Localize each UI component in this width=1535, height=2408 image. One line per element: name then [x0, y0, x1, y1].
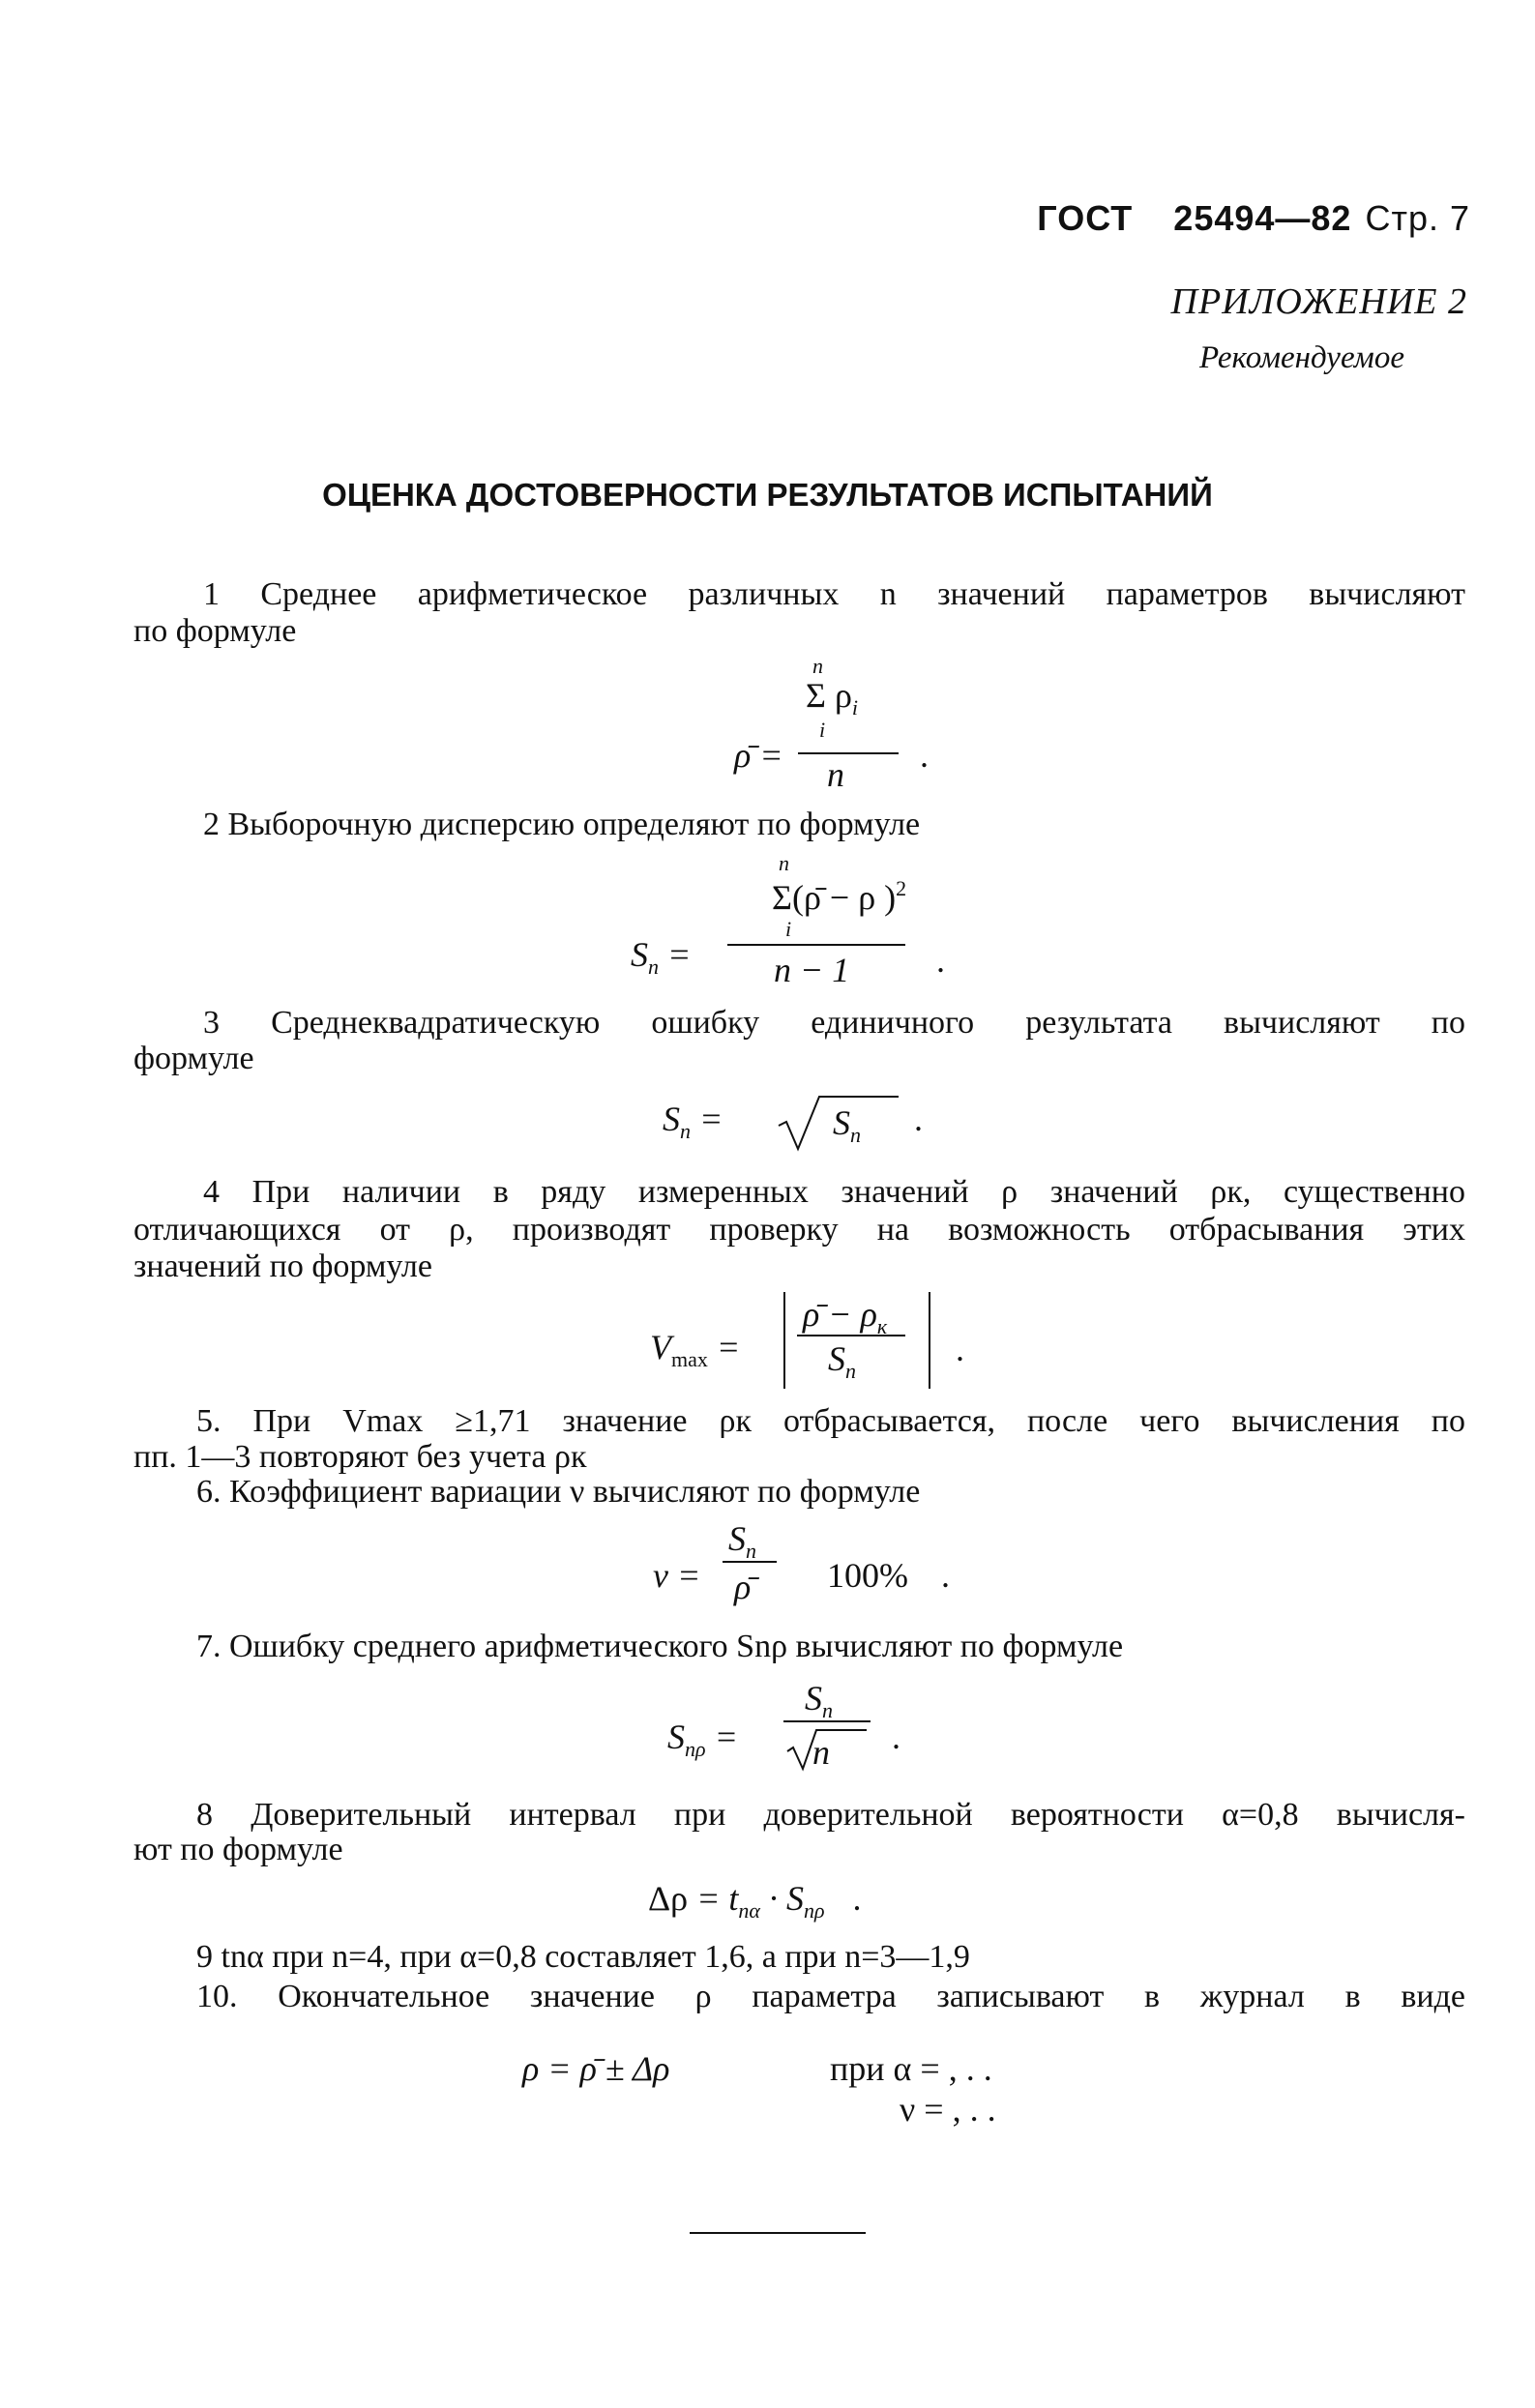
- appendix-title: ПРИЛОЖЕНИЕ 2: [1170, 281, 1467, 322]
- item-3-line-2: формуле: [133, 1041, 254, 1076]
- item-10: 10. Окончательное значение ρ параметра записывают в журнал в виде: [196, 1979, 1465, 2014]
- item-2: 2 Выборочную дисперсию определяют по формуле: [203, 807, 921, 842]
- item-3-line-1: 3 Среднеквадратическую ошибку единичного результата вычисляют по: [203, 1005, 1465, 1041]
- item-9: 9 tnα при n=4, при α=0,8 составляет 1,6, а при n=3—1,9: [196, 1939, 970, 1975]
- item-5-line-1: 5. При Vmax ≥1,71 значение ρк отбрасывается, после чего вычисления по: [196, 1403, 1465, 1439]
- item-8-line-1: 8 Доверительный интервал при доверительной вероятности α=0,8 вычисля-: [196, 1797, 1465, 1833]
- formula-4: $V_{max}$ = ρ̄ − $\rho_к$ $S_n$ .: [648, 1286, 987, 1402]
- appendix-status: Рекомендуемое: [1198, 340, 1404, 375]
- page-number: Стр. 7: [1365, 198, 1470, 238]
- item-4-line-1: 4 При наличии в ряду измеренных значений ρ значений ρк, существенно: [203, 1174, 1465, 1210]
- item-4-line-2: отличающихся от ρ, производят проверку на возможность отбрасывания этих: [133, 1212, 1465, 1248]
- item-5-line-2: пп. 1—3 повторяют без учета ρк: [133, 1439, 587, 1475]
- formula-2: n Σ(ρ̄ − ρ )$^2$ i $S_n$ = n − 1 .: [631, 851, 945, 989]
- end-divider: [690, 2232, 866, 2234]
- main-title: ОЦЕНКА ДОСТОВЕРНОСТИ РЕЗУЛЬТАТОВ ИСПЫТАНИЙ: [322, 477, 1213, 513]
- formula-1: n Σ $\rho_i$ i ρ̄ = n .: [734, 654, 929, 794]
- gost-label: ГОСТ: [1037, 198, 1134, 238]
- item-1-line-2: по формуле: [133, 613, 297, 649]
- item-8-line-2: ют по формуле: [133, 1832, 343, 1867]
- item-1-line-1: 1 Среднее арифметическое различных n значений параметров вычисляют: [203, 576, 1465, 612]
- formula-3: $S_n$ = $S_n$ .: [663, 1093, 953, 1160]
- formula-8: $\Delta\rho = t_{n\alpha} \cdot S_{n\rho}$ .: [648, 1879, 862, 1923]
- item-7: 7. Ошибку среднего арифметического Snρ вычисляют по формуле: [196, 1629, 1124, 1664]
- formula-7: $S_{n\rho}$ = $S_n$ n .: [667, 1679, 900, 1772]
- gost-number: 25494—82: [1173, 198, 1352, 238]
- formula-6: ν = $S_n$ ρ̄ 100% .: [653, 1519, 950, 1606]
- formula-10: ρ = ρ̄ ± Δρ при α = , . . ν = , . .: [522, 2049, 996, 2129]
- item-4-line-3: значений по формуле: [133, 1248, 432, 1284]
- item-6: 6. Коэффициент вариации ν вычисляют по формуле: [196, 1474, 921, 1510]
- page-header: [1037, 198, 1470, 239]
